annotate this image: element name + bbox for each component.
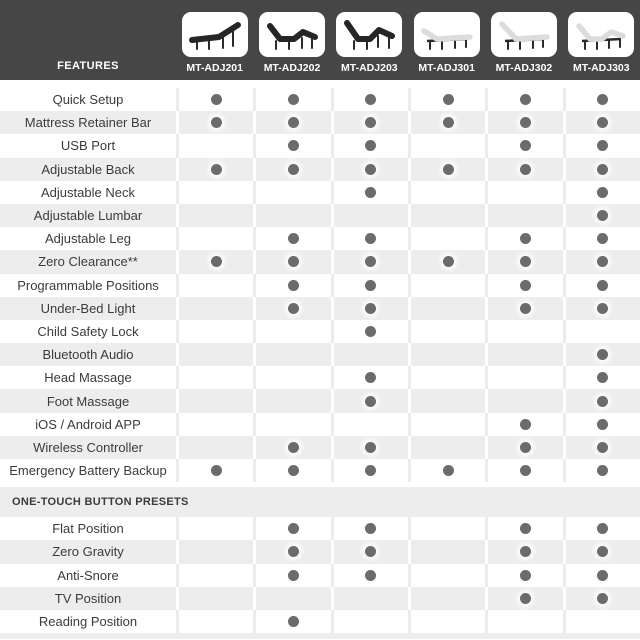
availability-cell [253,158,330,181]
feature-dot [288,164,299,175]
availability-cell [176,250,253,273]
feature-dot [520,442,531,453]
availability-cell [176,297,253,320]
availability-cell [563,111,640,134]
availability-cell [331,250,408,273]
availability-cell [253,227,330,250]
availability-cell [485,366,562,389]
table-row [0,297,640,320]
availability-cell [176,274,253,297]
availability-cell [563,587,640,610]
feature-dot [365,94,376,105]
feature-label: Adjustable Leg [44,231,131,247]
availability-cell [253,320,330,343]
availability-cell [253,343,330,366]
availability-cell [176,587,253,610]
availability-cell [485,564,562,587]
availability-cell [408,517,485,540]
availability-cell [563,564,640,587]
features-column-header: FEATURES [57,60,119,72]
availability-cell [563,227,640,250]
model-name: MT-ADJ301 [418,62,475,74]
section-header [0,487,640,517]
availability-cell [563,366,640,389]
table-row [0,204,640,227]
feature-dot [520,280,531,291]
availability-cell [331,459,408,482]
feature-label: Zero Gravity [52,544,124,560]
availability-cell [563,158,640,181]
feature-label: TV Position [54,590,122,606]
feature-dot [520,465,531,476]
availability-cell [408,134,485,157]
table-row [0,227,640,250]
availability-cell [408,111,485,134]
feature-label: Reading Position [38,614,138,630]
table-row [0,366,640,389]
feature-dot [597,349,608,360]
section-header-label: ONE-TOUCH BUTTON PRESETS [12,496,189,509]
feature-dot [597,94,608,105]
table-row [0,343,640,366]
feature-dot [365,523,376,534]
availability-cell [253,274,330,297]
feature-dot [597,140,608,151]
feature-label: Zero Clearance** [38,254,138,270]
availability-cell [485,227,562,250]
feature-dot [597,256,608,267]
availability-cell [331,436,408,459]
feature-dot [288,94,299,105]
availability-cell [485,88,562,111]
availability-cell [331,343,408,366]
availability-cell [485,413,562,436]
availability-cell [563,517,640,540]
availability-cell [253,610,330,633]
feature-dot [365,442,376,453]
table-row [0,250,640,273]
availability-cell [176,610,253,633]
feature-dot [520,570,531,581]
availability-cell [176,88,253,111]
availability-cell [176,158,253,181]
feature-dot [288,280,299,291]
feature-dot [597,442,608,453]
table-row [0,587,640,610]
model-column [176,12,253,80]
feature-dot [288,442,299,453]
availability-cell [331,204,408,227]
feature-dot [520,593,531,604]
model-name: MT-ADJ303 [573,62,630,74]
table-row [0,134,640,157]
feature-label: Emergency Battery Backup [9,463,167,479]
availability-cell [331,158,408,181]
feature-dot [288,117,299,128]
availability-cell [176,459,253,482]
model-column [563,12,640,80]
availability-cell [176,517,253,540]
model-thumbnail [414,12,480,57]
table-row [0,564,640,587]
feature-dot [443,465,454,476]
feature-dot [520,140,531,151]
bed-frame-head-knee-raised-icon [573,18,629,52]
availability-cell [176,111,253,134]
availability-cell [331,274,408,297]
feature-dot [365,372,376,383]
model-thumbnail [259,12,325,57]
feature-dot [597,372,608,383]
availability-cell [563,297,640,320]
table-row [0,540,640,563]
feature-dot [520,546,531,557]
feature-label: Adjustable Lumbar [33,208,143,224]
feature-dot [288,616,299,627]
availability-cell [408,250,485,273]
feature-label: Child Safety Lock [37,323,139,339]
feature-dot [443,94,454,105]
feature-dot [597,593,608,604]
feature-label: Bluetooth Audio [42,347,134,363]
availability-cell [485,204,562,227]
availability-cell [253,204,330,227]
availability-cell [331,134,408,157]
feature-dot [288,256,299,267]
header-gap [0,80,640,88]
model-thumbnail [336,12,402,57]
bed-frame-slight-incline-icon [419,18,475,52]
availability-cell [253,88,330,111]
availability-cell [253,587,330,610]
availability-cell [331,564,408,587]
availability-cell [408,366,485,389]
feature-dot [288,570,299,581]
availability-cell [331,610,408,633]
feature-dot [597,570,608,581]
availability-cell [253,517,330,540]
availability-cell [563,413,640,436]
table-row [0,517,640,540]
table-row [0,158,640,181]
table-row [0,413,640,436]
chart-header [0,0,640,80]
bed-head-knee-raised-icon [264,18,320,52]
feature-dot [520,164,531,175]
availability-cell [408,88,485,111]
feature-dot [365,164,376,175]
availability-cell [408,459,485,482]
availability-cell [408,540,485,563]
availability-cell [563,88,640,111]
feature-dot [211,465,222,476]
availability-cell [485,436,562,459]
availability-cell [331,389,408,412]
feature-dot [365,326,376,337]
feature-label: Flat Position [52,521,124,537]
availability-cell [331,227,408,250]
model-column [253,12,330,80]
availability-cell [563,274,640,297]
availability-cell [485,297,562,320]
availability-cell [563,134,640,157]
feature-dot [365,280,376,291]
feature-dot [597,164,608,175]
feature-dot [597,187,608,198]
availability-cell [408,274,485,297]
feature-dot [597,303,608,314]
model-name: MT-ADJ201 [186,62,243,74]
availability-cell [485,158,562,181]
availability-cell [485,250,562,273]
feature-dot [520,117,531,128]
feature-label: Foot Massage [46,393,130,409]
model-column [331,12,408,80]
feature-dot [365,233,376,244]
availability-cell [408,413,485,436]
model-name: MT-ADJ302 [495,62,553,74]
feature-dot [520,94,531,105]
bed-frame-head-raised-icon [496,18,552,52]
feature-dot [288,303,299,314]
feature-dot [365,570,376,581]
availability-cell [485,587,562,610]
availability-cell [408,158,485,181]
feature-dot [597,280,608,291]
availability-cell [176,134,253,157]
feature-dot [211,256,222,267]
model-name: MT-ADJ202 [263,62,321,74]
feature-dot [211,164,222,175]
availability-cell [253,459,330,482]
availability-cell [408,343,485,366]
availability-cell [253,181,330,204]
feature-dot [365,256,376,267]
availability-cell [485,320,562,343]
availability-cell [485,111,562,134]
feature-dot [597,465,608,476]
feature-label: Adjustable Back [41,161,135,177]
table-row [0,459,640,482]
availability-cell [563,389,640,412]
table-row [0,111,640,134]
availability-cell [408,204,485,227]
availability-cell [253,436,330,459]
availability-cell [176,540,253,563]
feature-dot [597,523,608,534]
model-name: MT-ADJ203 [341,62,398,74]
availability-cell [563,436,640,459]
table-row [0,181,640,204]
feature-dot [365,396,376,407]
feature-label: Quick Setup [52,92,124,108]
availability-cell [485,343,562,366]
availability-cell [253,366,330,389]
feature-label: Mattress Retainer Bar [24,115,152,131]
availability-cell [408,320,485,343]
feature-dot [520,256,531,267]
availability-cell [176,181,253,204]
availability-cell [563,204,640,227]
availability-cell [563,250,640,273]
model-thumbnail [491,12,557,57]
feature-label: Anti-Snore [57,567,119,583]
feature-dot [520,233,531,244]
feature-label: Head Massage [44,370,132,386]
feature-dot [365,187,376,198]
feature-label: iOS / Android APP [35,416,141,432]
feature-dot [443,164,454,175]
availability-cell [253,389,330,412]
feature-dot [597,546,608,557]
feature-label: Wireless Controller [33,439,143,455]
feature-dot [288,233,299,244]
model-thumbnail [568,12,634,57]
availability-cell [485,181,562,204]
availability-cell [563,610,640,633]
availability-cell [331,587,408,610]
feature-dot [443,256,454,267]
availability-cell [331,111,408,134]
availability-cell [176,320,253,343]
availability-cell [408,564,485,587]
availability-cell [563,181,640,204]
feature-dot [288,465,299,476]
availability-cell [176,204,253,227]
availability-cell [253,297,330,320]
availability-cell [331,517,408,540]
availability-cell [253,564,330,587]
feature-label: Adjustable Neck [41,184,135,200]
feature-dot [288,546,299,557]
feature-dot [597,396,608,407]
availability-cell [176,227,253,250]
availability-cell [563,343,640,366]
bed-slight-incline-icon [187,18,243,52]
table-row [0,610,640,633]
availability-cell [176,564,253,587]
table-row [0,320,640,343]
availability-cell [408,436,485,459]
feature-dot [443,117,454,128]
availability-cell [253,111,330,134]
availability-cell [485,610,562,633]
availability-cell [408,227,485,250]
feature-dot [597,419,608,430]
availability-cell [331,88,408,111]
availability-cell [563,540,640,563]
table-row [0,389,640,412]
availability-cell [485,274,562,297]
feature-dot [288,140,299,151]
availability-cell [408,610,485,633]
feature-dot [597,233,608,244]
availability-cell [485,389,562,412]
feature-dot [520,303,531,314]
table-row [0,436,640,459]
availability-cell [331,297,408,320]
feature-dot [211,94,222,105]
feature-dot [365,303,376,314]
availability-cell [176,436,253,459]
availability-cell [331,320,408,343]
availability-cell [253,134,330,157]
availability-cell [485,459,562,482]
availability-cell [485,517,562,540]
availability-cell [331,540,408,563]
feature-dot [365,117,376,128]
availability-cell [176,343,253,366]
availability-cell [485,540,562,563]
feature-label: Programmable Positions [17,277,159,293]
table-row [0,88,640,111]
feature-dot [288,523,299,534]
availability-cell [331,413,408,436]
availability-cell [408,181,485,204]
feature-dot [597,210,608,221]
feature-dot [597,117,608,128]
preset-rows [0,517,640,633]
model-columns [176,12,640,80]
feature-dot [365,465,376,476]
availability-cell [408,587,485,610]
feature-dot [365,546,376,557]
feature-dot [365,140,376,151]
availability-cell [563,459,640,482]
model-column [485,12,562,80]
availability-cell [176,413,253,436]
feature-label: Under-Bed Light [40,300,136,316]
model-column [408,12,485,80]
feature-dot [211,117,222,128]
availability-cell [408,297,485,320]
availability-cell [331,366,408,389]
model-thumbnail [182,12,248,57]
feature-dot [520,523,531,534]
feature-rows [0,88,640,482]
availability-cell [253,413,330,436]
feature-label: USB Port [60,138,116,154]
availability-cell [563,320,640,343]
availability-cell [253,540,330,563]
availability-cell [331,181,408,204]
availability-cell [485,134,562,157]
bed-head-knee-raised-high-icon [341,18,397,52]
availability-cell [176,366,253,389]
availability-cell [408,389,485,412]
feature-dot [520,419,531,430]
availability-cell [253,250,330,273]
availability-cell [176,389,253,412]
bottom-partial-row [0,633,640,639]
table-row [0,274,640,297]
